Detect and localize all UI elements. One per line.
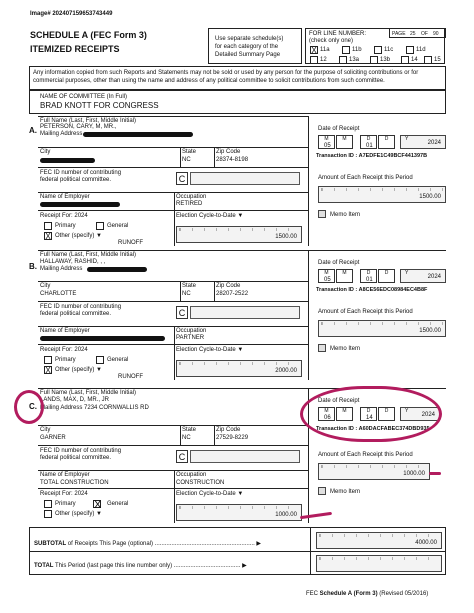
address-value: 7234 CORNWALLIS RD: [84, 405, 149, 411]
instruction-box: Use separate schedule(s) for each category of the Detailed Summary Page: [208, 28, 302, 64]
zip-value: 28207-2522: [216, 291, 249, 297]
annotation-underline-amount: [429, 472, 441, 475]
form-footer: FEC Schedule A (Form 3) (Revised 05/2016): [306, 591, 429, 597]
disclaimer-box: [29, 66, 446, 90]
fec-id-field[interactable]: [190, 306, 300, 319]
occupation-value: CONSTRUCTION: [176, 480, 225, 486]
primary-checkbox[interactable]: [44, 356, 52, 364]
annotation-circle-c: [14, 390, 44, 424]
transaction-id: Transaction ID : A7EDFE1C49BCF441397B: [316, 153, 428, 159]
totals-box: [29, 527, 446, 575]
entry-letter: B.: [29, 262, 37, 271]
line-11d-checkbox[interactable]: [406, 46, 414, 54]
general-checkbox[interactable]: [96, 356, 104, 364]
day-value: 01: [366, 143, 373, 149]
contributor-name: LANDS, MAX, D, MR., JR: [40, 397, 110, 403]
other-specify-value: RUNOFF: [118, 374, 143, 380]
total-amount-field[interactable]: [316, 555, 442, 572]
fec-id-field[interactable]: [190, 450, 300, 463]
redacted-city: [40, 158, 95, 163]
committee-box: NAME OF COMMITTEE (In Full) BRAD KNOTT FOR CONGRESS: [29, 90, 446, 114]
month-field[interactable]: M: [318, 407, 335, 421]
general-checkbox[interactable]: [96, 222, 104, 230]
redacted-address: [87, 267, 147, 272]
other-specify-value: RUNOFF: [118, 240, 143, 246]
receipt-amount-field[interactable]: 1500.00: [318, 186, 446, 203]
contributor-name: PETERSON, CARY, M, MR.,: [40, 124, 117, 130]
city-value: CHARLOTTE: [40, 291, 77, 297]
cycle-to-date-field[interactable]: 1500.00: [176, 226, 302, 243]
redacted-employer: [40, 336, 165, 341]
occupation-value: RETIRED: [176, 201, 203, 207]
entry-letter: A.: [29, 126, 37, 135]
page-number: 25: [410, 31, 416, 37]
primary-checkbox[interactable]: [44, 222, 52, 230]
month-field[interactable]: M: [318, 135, 335, 149]
line-11a-checkbox[interactable]: X: [311, 46, 317, 55]
zip-value: 27529-8229: [216, 435, 249, 441]
line-number-box: FOR LINE NUMBER: (check only one) PAGE 25 OF 90 X 11a 11b 11c 11d 12 13a 13b 14 15: [305, 28, 445, 64]
day-field[interactable]: D: [360, 407, 377, 421]
line-11c-checkbox[interactable]: [374, 46, 382, 54]
memo-checkbox[interactable]: [318, 344, 326, 352]
other-checkbox[interactable]: [44, 510, 52, 518]
line-11b-checkbox[interactable]: [342, 46, 350, 54]
state-value: NC: [182, 435, 191, 441]
transaction-id: Transaction ID : A8CE56EDC08984EC4B8F: [316, 287, 428, 293]
fec-id-prefix: C: [176, 306, 188, 319]
memo-checkbox[interactable]: [318, 210, 326, 218]
year-field[interactable]: Y 2024: [400, 135, 446, 149]
employer-value: TOTAL CONSTRUCTION: [40, 480, 109, 486]
state-value: NC: [182, 157, 191, 163]
line-13a-checkbox[interactable]: [339, 56, 347, 64]
schedule-title: SCHEDULE A (FEC Form 3): [30, 30, 147, 40]
day-value: 01: [366, 277, 373, 283]
fec-id-field[interactable]: [190, 172, 300, 185]
month-value: 05: [324, 143, 331, 149]
receipt-amount-field[interactable]: 1500.00: [318, 320, 446, 337]
redacted-address: [83, 132, 193, 137]
line-13b-checkbox[interactable]: [370, 56, 378, 64]
fec-id-prefix: C: [176, 172, 188, 185]
disclaimer-text: Any information copied from such Reports and Statements may not be sold or used by any person for the purpose of soliciting contributions or for commercial purposes, other than using the name and address of any political committee to solicit contributions from such committee.: [33, 70, 419, 84]
year-field[interactable]: Y 2024: [400, 269, 446, 283]
subtotal-amount-field[interactable]: 4000.00: [316, 532, 442, 549]
page-box: PAGE 25 OF 90: [389, 28, 446, 38]
year-field[interactable]: Y 2024: [400, 407, 440, 421]
entry-letter: C.: [29, 402, 37, 411]
line-14-checkbox[interactable]: [401, 56, 409, 64]
image-id: Image# 202407159653743449: [30, 11, 113, 17]
primary-checkbox[interactable]: [44, 500, 52, 508]
memo-checkbox[interactable]: [318, 487, 326, 495]
redacted-employer: [40, 202, 120, 207]
day-field[interactable]: D: [360, 269, 377, 283]
city-value: GARNER: [40, 435, 66, 441]
receipt-amount-field[interactable]: 1000.00: [318, 463, 430, 480]
line-15-checkbox[interactable]: [424, 56, 432, 64]
committee-name: BRAD KNOTT FOR CONGRESS: [40, 101, 159, 110]
page-total: 90: [433, 31, 439, 37]
contributor-name: HALLAWAY, RASHID, , ,: [40, 259, 106, 265]
annotation-circle-date: [300, 386, 442, 442]
month-value: 06: [324, 415, 331, 421]
total-line: TOTAL This Period (last page this line number only) ........................................ ▶: [34, 563, 247, 569]
month-field[interactable]: M: [318, 269, 335, 283]
line-12-checkbox[interactable]: [310, 56, 318, 64]
zip-value: 28374-8198: [216, 157, 249, 163]
annotation-underline-cycle: [300, 512, 332, 519]
state-value: NC: [182, 291, 191, 297]
other-checkbox[interactable]: X: [45, 366, 51, 375]
cycle-to-date-field[interactable]: 2000.00: [176, 360, 302, 377]
schedule-subtitle: ITEMIZED RECEIPTS: [30, 44, 120, 54]
subtotal-line: SUBTOTAL of Receipts This Page (optional) ............................................................ ▶: [34, 541, 262, 547]
occupation-value: PARTNER: [176, 335, 205, 341]
general-checkbox[interactable]: X: [94, 499, 102, 511]
fec-id-prefix: C: [176, 450, 188, 463]
day-field[interactable]: D: [360, 135, 377, 149]
month-value: 05: [324, 277, 331, 283]
other-checkbox[interactable]: X: [45, 232, 51, 241]
cycle-to-date-field[interactable]: 1000.00: [176, 504, 302, 521]
day-value: 14: [366, 415, 373, 421]
transaction-id: Transaction ID : A60DACFABEC374DBD935: [316, 426, 430, 432]
